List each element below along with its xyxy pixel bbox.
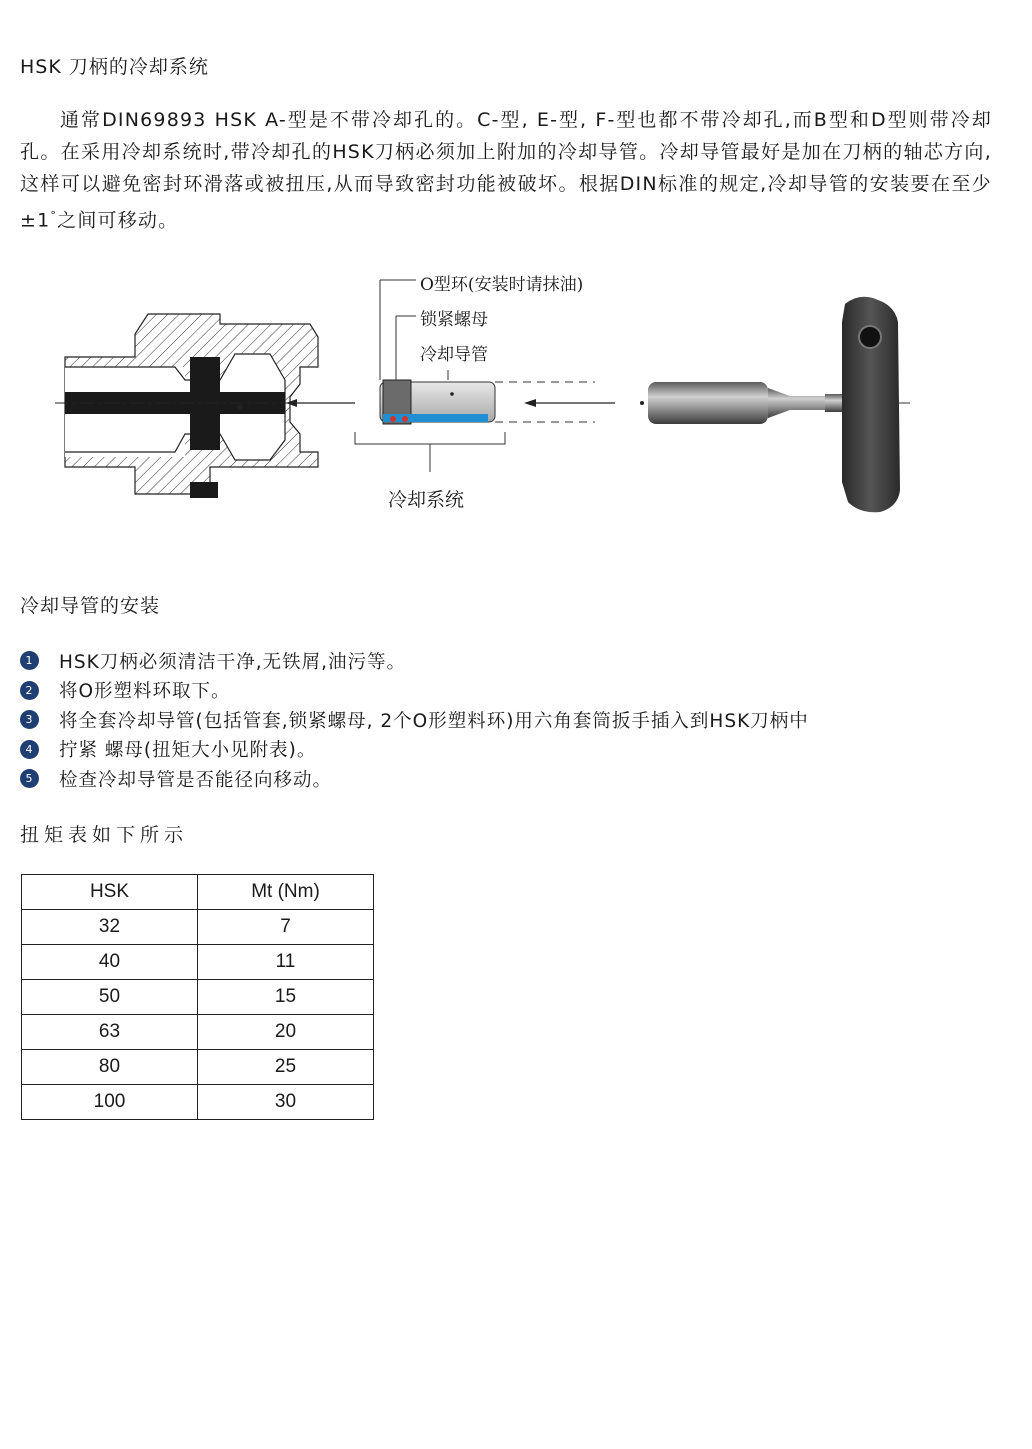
step-item <box>20 735 809 765</box>
cell-hsk: 80 <box>22 1050 198 1085</box>
cell-hsk: 50 <box>22 980 198 1015</box>
step-item <box>20 705 809 735</box>
intro-text-part2: 之间可移动。 <box>57 209 179 232</box>
hex-wrench <box>640 297 910 512</box>
cell-hsk: 100 <box>22 1085 198 1120</box>
step-text: HSK刀柄必须清洁干净,无铁屑,油污等。 <box>59 651 407 673</box>
table-row <box>22 1085 374 1120</box>
cell-torque: 11 <box>198 945 374 980</box>
diagram-drawing <box>50 262 910 532</box>
table-row <box>22 1050 374 1085</box>
step-item <box>20 646 809 676</box>
step-text: 检查冷却导管是否能径向移动。 <box>59 769 333 791</box>
step-number-badge: 2 <box>20 681 39 700</box>
installation-steps <box>20 646 809 794</box>
section-title-torque: 扭矩表如下所示 <box>20 824 189 846</box>
cell-hsk: 32 <box>22 910 198 945</box>
label-oring: O型环(安装时请抹油) <box>420 275 584 295</box>
step-text: 将O形塑料环取下。 <box>59 681 231 703</box>
cell-torque: 15 <box>198 980 374 1015</box>
cell-hsk: 63 <box>22 1015 198 1050</box>
step-number-badge: 5 <box>20 769 39 788</box>
step-number-badge: 1 <box>20 651 39 670</box>
cooling-tube-assembly <box>380 380 495 424</box>
step-text: 将全套冷却导管(包括管套,锁紧螺母, 2个O形塑料环)用六角套筒扳手插入到HSK刀柄中 <box>59 710 809 732</box>
label-cooling-system: 冷却系统 <box>388 489 465 511</box>
cooling-system-diagram <box>50 262 910 532</box>
cell-hsk: 40 <box>22 945 198 980</box>
assembly-arrowhead <box>524 399 536 407</box>
cell-torque: 30 <box>198 1085 374 1120</box>
table-row <box>22 945 374 980</box>
intro-paragraph <box>20 104 992 236</box>
section-title-installation: 冷却导管的安装 <box>20 595 161 617</box>
hsk-holder-section <box>55 314 318 498</box>
table-row <box>22 980 374 1015</box>
header-torque: Mt (Nm) <box>198 875 374 910</box>
header-hsk: HSK <box>22 875 198 910</box>
step-text: 拧紧 螺母(扭矩大小见附表)。 <box>59 740 317 762</box>
cell-torque: 20 <box>198 1015 374 1050</box>
torque-table <box>21 874 374 1120</box>
step-number-badge: 4 <box>20 740 39 759</box>
step-item <box>20 676 809 706</box>
cell-torque: 7 <box>198 910 374 945</box>
table-row <box>22 1015 374 1050</box>
degree-symbol: ° <box>50 209 58 222</box>
step-item <box>20 764 809 794</box>
table-row <box>22 910 374 945</box>
cell-torque: 25 <box>198 1050 374 1085</box>
table-header-row <box>22 875 374 910</box>
label-cooling-tube: 冷却导管 <box>420 345 488 365</box>
step-number-badge: 3 <box>20 710 39 729</box>
label-lock-nut: 锁紧螺母 <box>420 310 488 330</box>
intro-text-part1: 通常DIN69893 HSK A-型是不带冷却孔的。C-型, E-型, F-型也都不带冷却孔,而B型和D型则带冷却孔。在采用冷却系统时,带冷却孔的HSK刀柄必须加上附加的冷却导管。冷却导管最好是加在刀柄的轴芯方向,这样可以避免密封环滑落或被扭压,从而导致密封功能被破坏。根据DIN标准的规定,冷却导管的安装要在至少±1 <box>20 109 992 232</box>
section-title-cooling-system: HSK 刀柄的冷却系统 <box>20 56 209 78</box>
